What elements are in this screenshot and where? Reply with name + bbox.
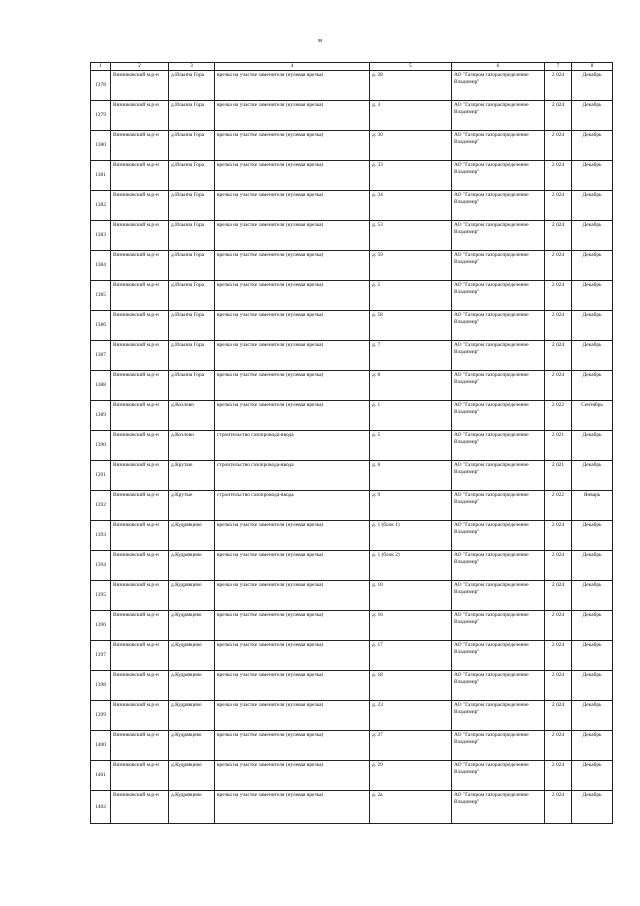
row-number: 1395 (91, 581, 111, 611)
column-header: 8 (572, 63, 613, 71)
month-cell: Декабрь (572, 131, 613, 161)
work-type-cell: врезка на участке заменителя (нулевая врезка) (215, 791, 370, 824)
row-number: 1391 (91, 461, 111, 491)
locality-cell: д.Крутые (169, 491, 215, 521)
work-type-cell: строительство газопровода-ввода (215, 431, 370, 461)
district-cell: Вязниковский м.р-н (111, 731, 169, 761)
work-type-cell: врезка на участке заменителя (нулевая врезка) (215, 701, 370, 731)
table-row (91, 191, 613, 221)
month-cell: Декабрь (572, 521, 613, 551)
month-cell: Декабрь (572, 701, 613, 731)
year-cell: 2 024 (545, 521, 572, 551)
year-cell: 2 024 (545, 701, 572, 731)
locality-cell: д.Кудрявцево (169, 551, 215, 581)
organization-cell: АО "Газпром газораспределение Владимир" (452, 71, 545, 101)
year-cell: 2 024 (545, 731, 572, 761)
organization-cell: АО "Газпром газораспределение Владимир" (452, 581, 545, 611)
table-row (91, 641, 613, 671)
year-cell: 2 024 (545, 191, 572, 221)
district-cell: Вязниковский м.р-н (111, 101, 169, 131)
district-cell: Вязниковский м.р-н (111, 791, 169, 824)
address-cell: д. 2а (370, 791, 452, 824)
work-type-cell: врезка на участке заменителя (нулевая врезка) (215, 281, 370, 311)
work-type-cell: врезка на участке заменителя (нулевая врезка) (215, 71, 370, 101)
work-type-cell: врезка на участке заменителя (нулевая врезка) (215, 341, 370, 371)
organization-cell: АО "Газпром газораспределение Владимир" (452, 281, 545, 311)
table-row (91, 581, 613, 611)
month-cell: Декабрь (572, 191, 613, 221)
year-cell: 2 024 (545, 551, 572, 581)
address-cell: д. 30 (370, 131, 452, 161)
organization-cell: АО "Газпром газораспределение Владимир" (452, 131, 545, 161)
organization-cell: АО "Газпром газораспределение Владимир" (452, 341, 545, 371)
locality-cell: д.Ильина Гора (169, 251, 215, 281)
address-cell: д. 16 (370, 611, 452, 641)
table-row (91, 251, 613, 281)
address-cell: д. 34 (370, 191, 452, 221)
locality-cell: д.Ильина Гора (169, 221, 215, 251)
work-type-cell: врезка на участке заменителя (нулевая врезка) (215, 611, 370, 641)
table-row (91, 611, 613, 641)
year-cell: 2 024 (545, 611, 572, 641)
address-cell: д. 58 (370, 311, 452, 341)
year-cell: 2 024 (545, 161, 572, 191)
work-type-cell: врезка на участке заменителя (нулевая врезка) (215, 131, 370, 161)
table-row (91, 281, 613, 311)
year-cell: 2 024 (545, 131, 572, 161)
district-cell: Вязниковский м.р-н (111, 521, 169, 551)
work-type-cell: врезка на участке заменителя (нулевая врезка) (215, 311, 370, 341)
year-cell: 2 024 (545, 71, 572, 101)
locality-cell: д.Крутые (169, 461, 215, 491)
row-number: 1384 (91, 251, 111, 281)
address-cell: д. 17 (370, 641, 452, 671)
year-cell: 2 024 (545, 761, 572, 791)
table-row (91, 491, 613, 521)
table-row (91, 101, 613, 131)
table-row (91, 341, 613, 371)
table-row (91, 461, 613, 491)
month-cell: Декабрь (572, 251, 613, 281)
district-cell: Вязниковский м.р-н (111, 401, 169, 431)
row-number: 1381 (91, 161, 111, 191)
row-number: 1399 (91, 701, 111, 731)
locality-cell: д.Кудрявцево (169, 791, 215, 824)
locality-cell: д.Кудрявцево (169, 581, 215, 611)
locality-cell: д.Ильина Гора (169, 161, 215, 191)
column-header: 1 (91, 63, 111, 71)
year-cell: 2 024 (545, 791, 572, 824)
table-row (91, 401, 613, 431)
row-number: 1396 (91, 611, 111, 641)
work-type-cell: врезка на участке заменителя (нулевая врезка) (215, 251, 370, 281)
work-type-cell: строительство газопровода-ввода (215, 461, 370, 491)
district-cell: Вязниковский м.р-н (111, 551, 169, 581)
organization-cell: АО "Газпром газораспределение Владимир" (452, 521, 545, 551)
locality-cell: д.Кудрявцево (169, 521, 215, 551)
month-cell: Декабрь (572, 221, 613, 251)
year-cell: 2 022 (545, 401, 572, 431)
district-cell: Вязниковский м.р-н (111, 221, 169, 251)
address-cell: д. 18 (370, 671, 452, 701)
address-cell: д. 5 (370, 431, 452, 461)
work-type-cell: врезка на участке заменителя (нулевая врезка) (215, 731, 370, 761)
organization-cell: АО "Газпром газораспределение Владимир" (452, 221, 545, 251)
table-row (91, 131, 613, 161)
address-cell: д. 1 (370, 401, 452, 431)
district-cell: Вязниковский м.р-н (111, 761, 169, 791)
organization-cell: АО "Газпром газораспределение Владимир" (452, 731, 545, 761)
year-cell: 2 024 (545, 221, 572, 251)
address-cell: д. 6 (370, 461, 452, 491)
address-cell: д. 8 (370, 371, 452, 401)
locality-cell: д.Козлово (169, 401, 215, 431)
year-cell: 2 024 (545, 341, 572, 371)
column-header: 3 (169, 63, 215, 71)
work-type-cell: врезка на участке заменителя (нулевая врезка) (215, 641, 370, 671)
year-cell: 2 021 (545, 461, 572, 491)
year-cell: 2 024 (545, 311, 572, 341)
work-type-cell: строительство газопровода-ввода (215, 491, 370, 521)
organization-cell: АО "Газпром газораспределение Владимир" (452, 551, 545, 581)
address-cell: д. 33 (370, 161, 452, 191)
work-type-cell: врезка на участке заменителя (нулевая врезка) (215, 761, 370, 791)
locality-cell: д.Кудрявцево (169, 701, 215, 731)
organization-cell: АО "Газпром газораспределение Владимир" (452, 791, 545, 824)
table-row (91, 521, 613, 551)
row-number: 1397 (91, 641, 111, 671)
month-cell: Сентябрь (572, 401, 613, 431)
row-number: 1393 (91, 521, 111, 551)
month-cell: Декабрь (572, 461, 613, 491)
row-number: 1385 (91, 281, 111, 311)
organization-cell: АО "Газпром газораспределение Владимир" (452, 161, 545, 191)
header-row (91, 63, 613, 71)
district-cell: Вязниковский м.р-н (111, 341, 169, 371)
month-cell: Декабрь (572, 281, 613, 311)
organization-cell: АО "Газпром газораспределение Владимир" (452, 461, 545, 491)
month-cell: Декабрь (572, 761, 613, 791)
organization-cell: АО "Газпром газораспределение Владимир" (452, 101, 545, 131)
address-cell: д. 27 (370, 731, 452, 761)
year-cell: 2 024 (545, 641, 572, 671)
row-number: 1394 (91, 551, 111, 581)
row-number: 1389 (91, 401, 111, 431)
month-cell: Декабрь (572, 611, 613, 641)
district-cell: Вязниковский м.р-н (111, 371, 169, 401)
organization-cell: АО "Газпром газораспределение Владимир" (452, 431, 545, 461)
row-number: 1383 (91, 221, 111, 251)
organization-cell: АО "Газпром газораспределение Владимир" (452, 671, 545, 701)
locality-cell: д.Ильина Гора (169, 131, 215, 161)
table-row (91, 671, 613, 701)
locality-cell: д.Ильина Гора (169, 191, 215, 221)
row-number: 1378 (91, 71, 111, 101)
month-cell: Декабрь (572, 311, 613, 341)
row-number: 1379 (91, 101, 111, 131)
address-cell: д. 3 (370, 101, 452, 131)
district-cell: Вязниковский м.р-н (111, 641, 169, 671)
table-row (91, 431, 613, 461)
organization-cell: АО "Газпром газораспределение Владимир" (452, 491, 545, 521)
organization-cell: АО "Газпром газораспределение Владимир" (452, 371, 545, 401)
year-cell: 2 024 (545, 251, 572, 281)
table-row (91, 371, 613, 401)
column-header: 6 (452, 63, 545, 71)
table-body (91, 71, 613, 824)
row-number: 1390 (91, 431, 111, 461)
month-cell: Декабрь (572, 431, 613, 461)
organization-cell: АО "Газпром газораспределение Владимир" (452, 611, 545, 641)
page-number: м (318, 38, 322, 44)
organization-cell: АО "Газпром газораспределение Владимир" (452, 641, 545, 671)
table-row (91, 731, 613, 761)
column-header: 2 (111, 63, 169, 71)
month-cell: Декабрь (572, 101, 613, 131)
month-cell: Декабрь (572, 581, 613, 611)
column-header: 4 (215, 63, 370, 71)
address-cell: д. 5 (370, 281, 452, 311)
month-cell: Декабрь (572, 731, 613, 761)
work-type-cell: врезка на участке заменителя (нулевая врезка) (215, 581, 370, 611)
organization-cell: АО "Газпром газораспределение Владимир" (452, 251, 545, 281)
work-type-cell: врезка на участке заменителя (нулевая врезка) (215, 551, 370, 581)
locality-cell: д.Ильина Гора (169, 311, 215, 341)
row-number: 1386 (91, 311, 111, 341)
address-cell: д. 53 (370, 221, 452, 251)
organization-cell: АО "Газпром газораспределение Владимир" (452, 191, 545, 221)
locality-cell: д.Ильина Гора (169, 341, 215, 371)
organization-cell: АО "Газпром газораспределение Владимир" (452, 311, 545, 341)
work-type-cell: врезка на участке заменителя (нулевая врезка) (215, 101, 370, 131)
row-number: 1402 (91, 791, 111, 824)
district-cell: Вязниковский м.р-н (111, 701, 169, 731)
year-cell: 2 024 (545, 101, 572, 131)
table-row (91, 761, 613, 791)
table-row (91, 701, 613, 731)
month-cell: Декабрь (572, 791, 613, 824)
district-cell: Вязниковский м.р-н (111, 461, 169, 491)
month-cell: Декабрь (572, 641, 613, 671)
month-cell: Декабрь (572, 71, 613, 101)
month-cell: Декабрь (572, 161, 613, 191)
address-cell: д. 59 (370, 251, 452, 281)
table-row (91, 161, 613, 191)
month-cell: Декабрь (572, 671, 613, 701)
organization-cell: АО "Газпром газораспределение Владимир" (452, 401, 545, 431)
work-type-cell: врезка на участке заменителя (нулевая врезка) (215, 191, 370, 221)
row-number: 1398 (91, 671, 111, 701)
work-type-cell: врезка на участке заменителя (нулевая врезка) (215, 221, 370, 251)
address-cell: д. 23 (370, 701, 452, 731)
district-cell: Вязниковский м.р-н (111, 131, 169, 161)
locality-cell: д.Козлово (169, 431, 215, 461)
address-cell: д. 1 (блок 1) (370, 521, 452, 551)
column-header: 7 (545, 63, 572, 71)
row-number: 1380 (91, 131, 111, 161)
locality-cell: д.Ильина Гора (169, 71, 215, 101)
work-type-cell: врезка на участке заменителя (нулевая врезка) (215, 161, 370, 191)
district-cell: Вязниковский м.р-н (111, 71, 169, 101)
row-number: 1382 (91, 191, 111, 221)
address-cell: д. 7 (370, 341, 452, 371)
district-cell: Вязниковский м.р-н (111, 611, 169, 641)
locality-cell: д.Кудрявцево (169, 731, 215, 761)
locality-cell: д.Кудрявцево (169, 641, 215, 671)
organization-cell: АО "Газпром газораспределение Владимир" (452, 761, 545, 791)
district-cell: Вязниковский м.р-н (111, 431, 169, 461)
row-number: 1387 (91, 341, 111, 371)
year-cell: 2 024 (545, 281, 572, 311)
gasification-schedule-table (90, 62, 613, 824)
year-cell: 2 024 (545, 371, 572, 401)
locality-cell: д.Кудрявцево (169, 611, 215, 641)
table-row (91, 221, 613, 251)
year-cell: 2 021 (545, 431, 572, 461)
month-cell: Декабрь (572, 551, 613, 581)
district-cell: Вязниковский м.р-н (111, 671, 169, 701)
table-row (91, 551, 613, 581)
row-number: 1400 (91, 731, 111, 761)
row-number: 1401 (91, 761, 111, 791)
table-row (91, 71, 613, 101)
district-cell: Вязниковский м.р-н (111, 311, 169, 341)
year-cell: 2 024 (545, 671, 572, 701)
year-cell: 2 022 (545, 491, 572, 521)
row-number: 1392 (91, 491, 111, 521)
month-cell: Январь (572, 491, 613, 521)
row-number: 1388 (91, 371, 111, 401)
locality-cell: д.Ильина Гора (169, 281, 215, 311)
address-cell: д. 9 (370, 491, 452, 521)
district-cell: Вязниковский м.р-н (111, 491, 169, 521)
locality-cell: д.Кудрявцево (169, 761, 215, 791)
district-cell: Вязниковский м.р-н (111, 161, 169, 191)
district-cell: Вязниковский м.р-н (111, 191, 169, 221)
address-cell: д. 29 (370, 761, 452, 791)
locality-cell: д.Кудрявцево (169, 671, 215, 701)
work-type-cell: врезка на участке заменителя (нулевая врезка) (215, 671, 370, 701)
month-cell: Декабрь (572, 371, 613, 401)
year-cell: 2 024 (545, 581, 572, 611)
address-cell: д. 10 (370, 581, 452, 611)
month-cell: Декабрь (572, 341, 613, 371)
district-cell: Вязниковский м.р-н (111, 281, 169, 311)
work-type-cell: врезка на участке заменителя (нулевая врезка) (215, 401, 370, 431)
work-type-cell: врезка на участке заменителя (нулевая врезка) (215, 371, 370, 401)
address-cell: д. 1 (блок 2) (370, 551, 452, 581)
table-row (91, 791, 613, 824)
work-type-cell: врезка на участке заменителя (нулевая врезка) (215, 521, 370, 551)
column-header: 5 (370, 63, 452, 71)
organization-cell: АО "Газпром газораспределение Владимир" (452, 701, 545, 731)
district-cell: Вязниковский м.р-н (111, 251, 169, 281)
table-row (91, 311, 613, 341)
locality-cell: д.Ильина Гора (169, 371, 215, 401)
district-cell: Вязниковский м.р-н (111, 581, 169, 611)
address-cell: д. 28 (370, 71, 452, 101)
locality-cell: д.Ильина Гора (169, 101, 215, 131)
